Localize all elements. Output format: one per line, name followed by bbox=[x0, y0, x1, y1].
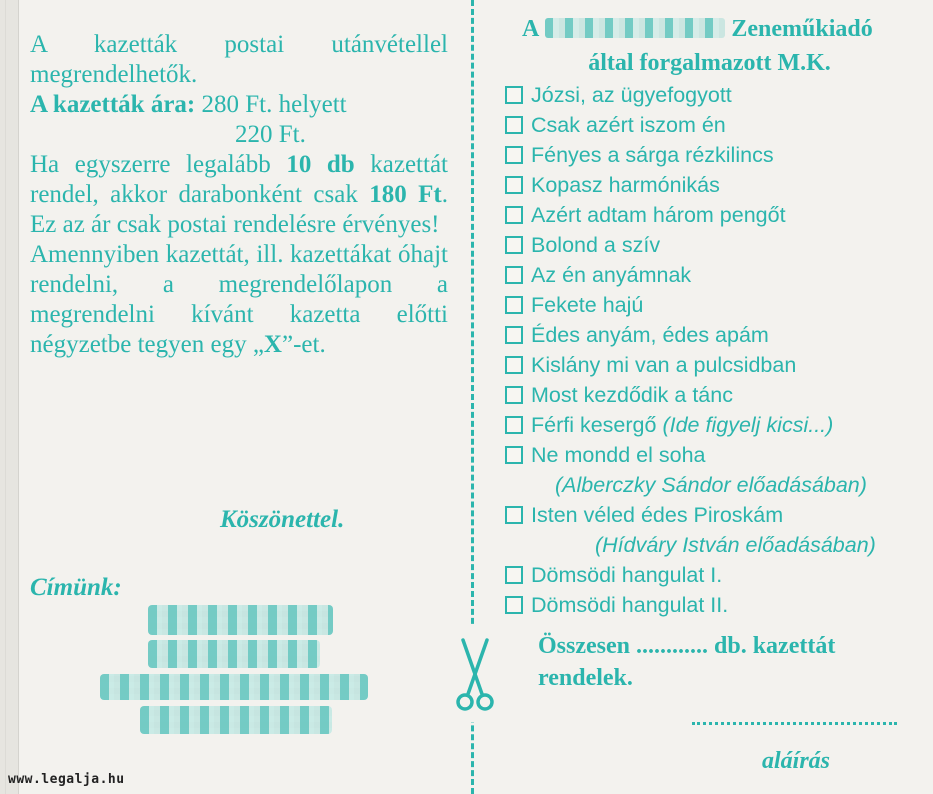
bulk-price: 180 Ft bbox=[369, 181, 442, 208]
address-label: Címünk: bbox=[30, 574, 122, 601]
order-checkbox[interactable] bbox=[505, 386, 523, 404]
scissors-icon bbox=[455, 636, 495, 716]
order-checkbox[interactable] bbox=[505, 326, 523, 344]
price-line bbox=[30, 90, 448, 120]
paper-edge bbox=[0, 0, 19, 794]
instructions-x: X bbox=[263, 331, 282, 358]
list-item[interactable] bbox=[505, 140, 876, 170]
order-checkbox[interactable] bbox=[505, 266, 523, 284]
title-line-2: által forgalmazott M.K. bbox=[588, 50, 831, 76]
bulk-quantity: 10 db bbox=[286, 151, 355, 178]
order-checkbox[interactable] bbox=[505, 296, 523, 314]
instructions-body: Amennyiben kazettát, ill. kazettákat óhajt rendelni, a megrendelőlapon a megrendelni kívánt kazetta előtti négyzetbe tegyen egy „ bbox=[30, 241, 448, 358]
order-checkbox[interactable] bbox=[505, 146, 523, 164]
list-item[interactable] bbox=[505, 290, 876, 320]
song-title: Férfi kesergő bbox=[531, 412, 657, 437]
total-line-2: rendelek. bbox=[538, 665, 633, 691]
order-total bbox=[538, 630, 835, 694]
bulk-offer-text bbox=[30, 150, 448, 240]
order-checkbox[interactable] bbox=[505, 596, 523, 614]
instructions-end: ”-et. bbox=[281, 331, 326, 358]
price-label: A kazetták ára: bbox=[30, 91, 196, 118]
order-checkbox[interactable] bbox=[505, 506, 523, 524]
performer-note: (Hídváry István előadásában) bbox=[595, 533, 876, 557]
list-item[interactable] bbox=[505, 380, 876, 410]
bulk-text-3: . Ez az ár csak postai rendelésre érvényes! bbox=[30, 181, 448, 238]
song-order-list bbox=[505, 80, 876, 620]
publisher-title bbox=[522, 12, 927, 80]
list-item[interactable] bbox=[505, 170, 876, 200]
list-item[interactable] bbox=[505, 260, 876, 290]
intro-text: A kazetták postai utánvétellel megrendelhetők. bbox=[30, 31, 448, 88]
song-title: Józsi, az ügyefogyott bbox=[531, 82, 732, 107]
title-suffix: Zeneműkiadó bbox=[731, 16, 873, 42]
total-unit: db. kazettát bbox=[714, 633, 836, 659]
redacted-address-line bbox=[148, 640, 320, 668]
watermark: www.legalja.hu bbox=[8, 772, 125, 787]
total-label: Összesen bbox=[538, 633, 630, 659]
song-title: Isten véled édes Piroskám bbox=[531, 502, 784, 527]
song-title: Csak azért iszom én bbox=[531, 112, 726, 137]
bulk-text-1: Ha egyszerre legalább bbox=[30, 151, 287, 178]
song-title: Kislány mi van a pulcsidban bbox=[531, 352, 797, 377]
list-item[interactable] bbox=[505, 500, 876, 530]
song-title: Azért adtam három pengőt bbox=[531, 202, 786, 227]
ordering-info bbox=[30, 30, 448, 360]
list-item[interactable] bbox=[505, 320, 876, 350]
list-item[interactable] bbox=[505, 410, 876, 440]
song-note: (Ide figyelj kicsi...) bbox=[662, 412, 834, 437]
song-title: Ne mondd el soha bbox=[531, 442, 706, 467]
song-title: Most kezdődik a tánc bbox=[531, 382, 733, 407]
song-title: Dömsödi hangulat I. bbox=[531, 562, 723, 587]
order-checkbox[interactable] bbox=[505, 116, 523, 134]
performer-note: (Alberczky Sándor előadásában) bbox=[555, 473, 867, 497]
song-title: Kopasz harmónikás bbox=[531, 172, 720, 197]
redacted-address-line bbox=[140, 706, 332, 734]
instructions-text bbox=[30, 240, 448, 360]
list-item[interactable] bbox=[505, 560, 876, 590]
song-title: Dömsödi hangulat II. bbox=[531, 592, 729, 617]
redacted-address-line bbox=[100, 674, 368, 700]
order-checkbox[interactable] bbox=[505, 176, 523, 194]
list-item[interactable] bbox=[505, 110, 876, 140]
redacted-address-line bbox=[148, 605, 333, 635]
song-title: Bolond a szív bbox=[531, 232, 661, 257]
order-checkbox[interactable] bbox=[505, 236, 523, 254]
quantity-blank[interactable]: ............ bbox=[630, 633, 714, 659]
signature-label: aláírás bbox=[762, 748, 831, 774]
list-item[interactable] bbox=[505, 440, 876, 470]
bulk-text-2: kazettát rendel, akkor darabonként csak bbox=[30, 151, 448, 208]
order-checkbox[interactable] bbox=[505, 86, 523, 104]
song-title: Fekete hajú bbox=[531, 292, 644, 317]
list-item[interactable] bbox=[505, 230, 876, 260]
order-checkbox[interactable] bbox=[505, 356, 523, 374]
order-checkbox[interactable] bbox=[505, 566, 523, 584]
order-checkbox[interactable] bbox=[505, 446, 523, 464]
list-item[interactable] bbox=[505, 200, 876, 230]
order-checkbox[interactable] bbox=[505, 416, 523, 434]
list-item[interactable] bbox=[505, 80, 876, 110]
signature-field[interactable] bbox=[692, 722, 897, 725]
list-item[interactable] bbox=[505, 350, 876, 380]
song-title: Fényes a sárga rézkilincs bbox=[531, 142, 774, 167]
song-title: Édes anyám, édes apám bbox=[531, 322, 769, 347]
price-new: 220 Ft. bbox=[235, 121, 306, 148]
thanks-text: Köszönettel. bbox=[220, 506, 345, 533]
redacted-publisher-name bbox=[545, 18, 725, 38]
title-prefix: A bbox=[522, 16, 540, 42]
list-item[interactable] bbox=[505, 590, 876, 620]
price-old: 280 Ft. helyett bbox=[201, 91, 347, 118]
order-checkbox[interactable] bbox=[505, 206, 523, 224]
song-title: Az én anyámnak bbox=[531, 262, 692, 287]
